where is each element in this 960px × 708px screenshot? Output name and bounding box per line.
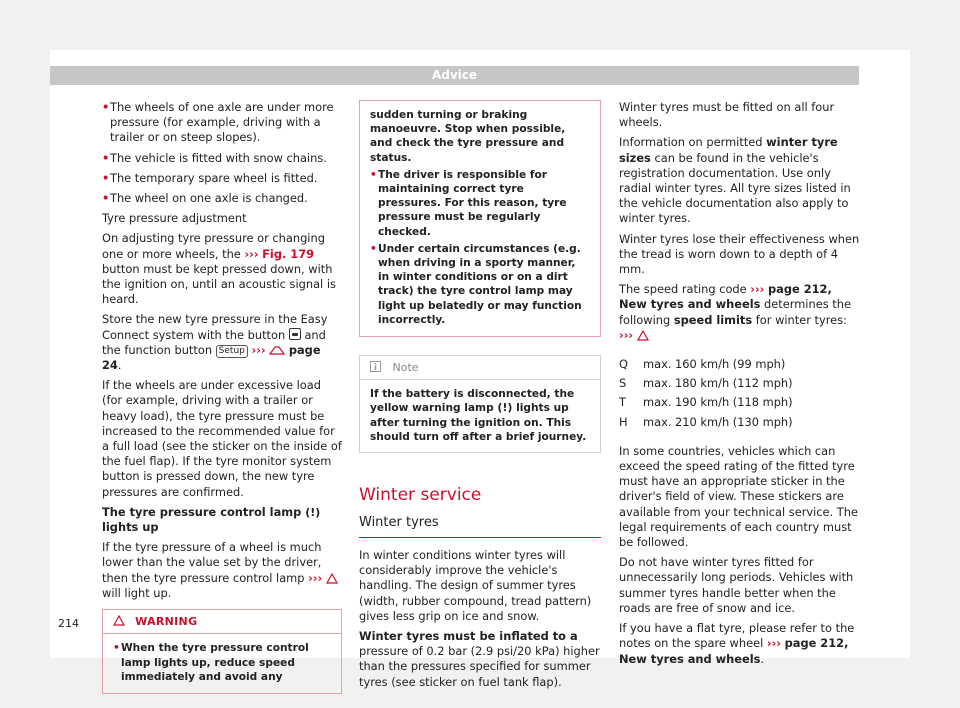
list-item: • The temporary spare wheel is fitted. xyxy=(102,171,342,186)
warning-triangle-icon xyxy=(637,330,649,341)
paragraph: sudden turning or braking manoeuvre. Stop when possible, and check the tyre pressure and status. xyxy=(370,109,566,164)
paragraph: If the tyre pressure of a wheel is much lower than the value set by the driver, then the tyre pressure control lamp ››› will light up. xyxy=(102,540,342,601)
paragraph: On adjusting tyre pressure or changing one or more wheels, the ››› Fig. 179 button must be kept pressed down, with the ignition on, until an acoustic signal is heard. xyxy=(102,231,336,307)
link-fig-179[interactable]: Fig. 179 xyxy=(262,246,315,261)
paragraph: If you have a flat tyre, please refer to the notes on the spare wheel ››› page 212, New tyres and wheels. xyxy=(619,621,855,666)
section-title: Winter service xyxy=(359,485,482,506)
list-item: • When the tyre pressure control lamp lights up, reduce speed immediately and avoid any xyxy=(113,641,331,684)
paragraph: If the wheels are under excessive load (for example, driving with a trailer or heavy load), the tyre pressure must be increased to the recommended value for a full load (see the sticker on the inside of the fuel flap). If the tyre monitor system button is pressed down, the new tyre pressures are confirmed. xyxy=(102,378,342,499)
car-button-icon xyxy=(289,328,301,340)
book-reference-icon xyxy=(269,345,285,356)
column-middle xyxy=(359,100,601,695)
paragraph: Winter tyres must be fitted on all four wheels. xyxy=(619,100,835,130)
tyre-pressure-lamp-icon: (!) xyxy=(305,505,321,519)
speed-rating-row: T max. 190 km/h (118 mph) xyxy=(619,395,793,410)
warning-box-body xyxy=(360,101,600,336)
list-item: • The wheels of one axle are under more pressure (for example, driving with a trailer or on steep slopes). xyxy=(102,100,342,146)
section-header: Advice xyxy=(50,66,859,85)
speed-rating-row: Q max. 160 km/h (99 mph) xyxy=(619,357,786,372)
arrow-glyph: ››› xyxy=(308,570,323,585)
list-item: • The wheel on one axle is changed. xyxy=(102,191,342,206)
setup-button-icon: Setup xyxy=(216,345,248,358)
warning-box-body xyxy=(103,634,341,693)
paragraph: Winter tyres must be inflated to a pressure of 0.2 bar (2.9 psi/20 kPa) higher than the pressures specified for summer tyres (see sticker on fuel tank flap). xyxy=(359,629,600,689)
arrow-glyph: ››› xyxy=(619,327,634,342)
list-item: • Under certain circumstances (e.g. when driving in a sporty manner, in winter conditions or on a dirt track) the tyre control lamp may light up belatedly or may function incorrectly. xyxy=(370,242,590,327)
list-item: • The vehicle is fitted with snow chains. xyxy=(102,151,342,166)
subsection-title: Winter tyres xyxy=(359,515,601,538)
tyre-pressure-lamp-icon: (!) xyxy=(497,401,513,415)
note-box-body: If the battery is disconnected, the yellow warning lamp (!) lights up after turning the ignition on. This should turn off after a brief journey. xyxy=(370,388,587,443)
paragraph: The speed rating code ››› page 212, New tyres and wheels determines the following speed limits for winter tyres: ››› xyxy=(619,282,851,342)
speed-rating-row: S max. 180 km/h (112 mph) xyxy=(619,376,793,391)
list-item: • The driver is responsible for maintaining correct tyre pressures. For this reason, tyre pressure must be regularly checked. xyxy=(370,168,590,239)
speed-rating-row: H max. 210 km/h (130 mph) xyxy=(619,414,793,429)
arrow-glyph: ››› xyxy=(251,342,266,357)
arrow-glyph: ››› xyxy=(244,246,259,261)
column-left xyxy=(102,100,342,694)
paragraph: Information on permitted winter tyre sizes can be found in the vehicle's registration documentation. Use only radial winter tyres. All tyre sizes listed in the vehicle documentation also apply to winter tyres. xyxy=(619,135,851,226)
heading-tyre-pressure-lamp: The tyre pressure control lamp (!) lights up xyxy=(102,504,321,535)
warning-box-header: WARNING xyxy=(103,610,341,634)
paragraph: In winter conditions winter tyres will considerably improve the vehicle's handling. The design of summer tyres (width, rubber compound, tread pattern) gives less grip on ice and snow. xyxy=(359,548,592,623)
note-box-header: Note xyxy=(360,356,600,380)
column-right xyxy=(619,100,861,672)
link-page-212[interactable]: page 212, New tyres and wheels xyxy=(619,636,849,666)
heading-tyre-pressure-adjustment: Tyre pressure adjustment xyxy=(102,211,247,226)
note-box xyxy=(359,355,601,453)
page-number: 214 xyxy=(58,617,79,630)
warning-box-continued xyxy=(359,100,601,337)
link-page-212[interactable]: page 212, New tyres and wheels xyxy=(619,282,832,312)
info-icon xyxy=(370,361,381,372)
link-page-24[interactable]: page 24 xyxy=(102,342,321,373)
paragraph: In some countries, vehicles which can exceed the speed rating of the fitted tyre must have an appropriate sticker in the driver's field of view. These stickers are available from your technical service. The legal requirements of each country must be followed. xyxy=(619,443,858,550)
warning-box xyxy=(102,609,342,694)
warning-triangle-icon xyxy=(113,615,125,626)
paragraph: Store the new tyre pressure in the Easy Connect system with the button and the function button Setup ››› page 24. xyxy=(102,312,328,373)
paragraph: Do not have winter tyres fitted for unnecessarily long periods. Vehicles with summer tyres handle better when the roads are free of snow and ice. xyxy=(619,555,854,615)
arrow-glyph: ››› xyxy=(766,636,781,651)
arrow-glyph: ››› xyxy=(750,282,765,297)
paragraph: Winter tyres lose their effectiveness when the tread is worn down to a depth of 4 mm. xyxy=(619,231,860,277)
warning-triangle-icon xyxy=(326,573,338,584)
